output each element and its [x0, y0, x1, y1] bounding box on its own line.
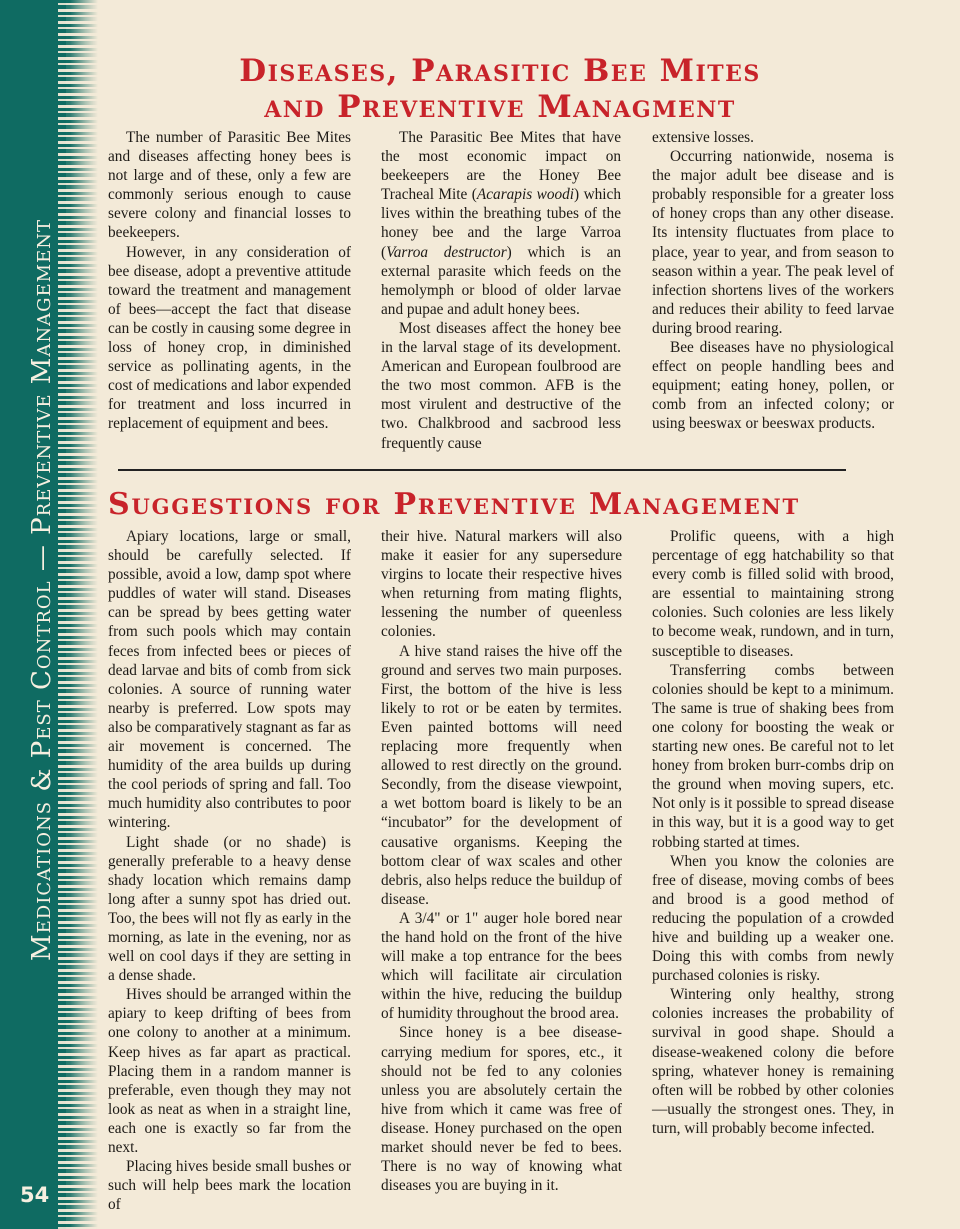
intro-column-1 [108, 128, 351, 434]
paragraph: Since honey is a bee disease-carrying medium for spores, etc., it should not be fed to any colonies unless you are absolutely certain the hive from which it came was free of disease. Honey purchased on the open market should never be fed to bees. There is no way of knowing what diseases you are buying in it. [381, 1024, 622, 1195]
paragraph: However, in any consideration of bee disease, adopt a preventive attitude toward the treatment and management of bees—accept the fact that disease can be costly in causing some degree in loss of honey crop, in diminished service as pollinating agents, in the cost of medications and labor expended for treatment and loss incurred in replacement of equipment and bees. [108, 243, 351, 433]
paragraph-mites [381, 128, 621, 319]
paragraph: Placing hives beside small bushes or such will help bees mark the location of [108, 1158, 351, 1214]
paragraph: Light shade (or no shade) is generally preferable to a heavy dense shady location which remains damp long after a sunny spot has dried out. Too, the bees will not fly as early in the morning, as late in the evening, nor as well on cool days if they are setting in a dense shade. [108, 833, 351, 985]
paragraph: Prolific queens, with a high percentage of egg hatchability so that every comb is filled solid with brood, are essential to maintaining strong colonies. Such colonies are less likely to become weak, rundown, and in turn, susceptible to diseases. [652, 528, 894, 660]
paragraph: The number of Parasitic Bee Mites and diseases affecting honey bees is not large and of these, only a few are commonly serious enough to cause severe colony and financial losses to beekeepers. [108, 129, 351, 242]
paragraph: Apiary locations, large or small, should be carefully selected. If possible, avoid a low, damp spot where puddles of water will stand. Diseases can be spread by bees getting water from such pools which may contain feces from infected bees or pieces of dead larvae and bits of comb from sick colonies. A source of running water nearby is preferred. Low spots may also be comparatively stagnant as far as air movement is concerned. The humidity of the area builds up during the cool periods of spring and fall. Too much humidity also contributes to poor wintering. [108, 528, 351, 832]
species-name: Acarapis woodi [476, 186, 575, 204]
section-title-line-1: Diseases, Parasitic Bee Mites [239, 53, 761, 89]
paragraph: Bee diseases have no physiological effect on people handling bees and equipment; eating honey, pollen, or comb from an infected colony; or using beeswax or beeswax products. [652, 339, 894, 433]
sidebar-torn-edge [58, 0, 98, 1229]
species-name: Varroa destructor [386, 243, 507, 261]
paragraph: Most diseases affect the honey bee in the larval stage of its development. American and European foulbrood are the two most common. AFB is the most virulent and destructive of the two. Chalkbrood and sacbrood less frequently cause [381, 319, 621, 452]
paragraph-continued: their hive. Natural markers will also make it easier for any supersedure virgins to locate their respective hives when returning from mating flights, lessening the number of queenless colonies. [381, 528, 622, 641]
paragraph: When you know the colonies are free of disease, moving combs of bees and brood is a good method of reducing the population of a crowded hive and building up a weaker one. Doing this with combs from newly purchased colonies is risky. [652, 852, 894, 985]
intro-column-3 [652, 128, 894, 434]
paragraph: Hives should be arranged within the apiary to keep drifting of bees from one colony to another at a minimum. Keep hives as far apart as practical. Placing them in a random manner is preferable, even though they may not look as neat as when in a straight line, each one is exactly so far from the next. [108, 986, 351, 1156]
suggestions-column-1 [108, 527, 351, 1214]
text-run: ) which lives within the breathing tubes of the honey bee and the large Varroa ( [381, 186, 621, 261]
running-section-title: Medications & Pest Control — Preventive Management [27, 219, 57, 961]
section-divider [118, 469, 846, 471]
paragraph: Occurring nationwide, nosema is the major adult bee disease and is probably responsible for a greater loss of honey crops than any other disease. Its intensity fluctuates from place to place, year to year, and from season to season within a year. The peak level of infection shortens lives of the workers and reduces their ability to feed larvae during brood rearing. [652, 148, 894, 337]
section-title-line-2: and Preventive Managment [264, 89, 736, 125]
text-run: ) which is an external parasite which feeds on the hemolymph or blood of older larvae and pupae and adult honey bees. [381, 243, 622, 318]
page-number: 54 [20, 1183, 50, 1207]
paragraph: Transferring combs between colonies should be kept to a minimum. The same is true of shaking bees from one colony for boosting the weak or starting new ones. Be careful not to let honey from broken burr-combs drip on the ground when moving supers, etc. Not only is it possible to spread disease in this way, but it is a good way to get robbing started at times. [652, 661, 894, 851]
suggestions-column-3 [652, 527, 894, 1138]
suggestions-column-2 [381, 527, 622, 1195]
paragraph: A hive stand raises the hive off the ground and serves two main purposes. First, the bottom of the hive is less likely to rot or be eaten by termites. Even painted bottoms will need replacing more frequently when allowed to rest directly on the ground. Secondly, from the disease viewpoint, a wet bottom board is likely to be an “incubator” for the development of causative organisms. Keeping the bottom clear of wax scales and other debris, also helps reduce the buildup of disease. [381, 642, 622, 908]
intro-column-2 [381, 128, 621, 453]
subsection-title: Suggestions for Preventive Management [108, 487, 800, 522]
text-run: The Parasitic Bee Mites that have the most economic impact on beekeepers are the Honey Bee Tracheal Mite ( [381, 129, 621, 204]
paragraph: A 3/4" or 1" auger hole bored near the hand hold on the front of the hive will make a top entrance for the bees which will facilitate air circulation within the hive, reducing the buildup of humidity throughout the brood area. [381, 909, 622, 1023]
paragraph-continued: extensive losses. [652, 129, 754, 146]
paragraph: Wintering only healthy, strong colonies increases the probability of survival in good shape. Should a disease-weakened colony die before spring, whatever honey is remaining often will be robbed by other colonies—usually the strongest ones. They, in turn, will probably become infected. [652, 986, 894, 1137]
